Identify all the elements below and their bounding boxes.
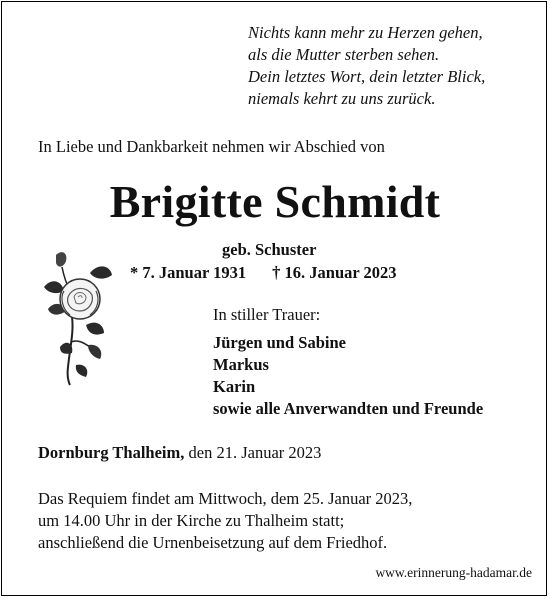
life-dates [130,263,397,283]
mourners-block [213,304,483,420]
service-line: anschließend die Urnenbeisetzung auf dem Friedhof. [38,533,388,552]
mourner-name: Jürgen und Sabine [213,333,346,352]
intro-text: In Liebe und Dankbarkeit nehmen wir Abschied von [38,137,385,156]
website-link[interactable]: www.erinnerung-hadamar.de [375,565,532,580]
mourner-name: sowie alle Anverwandten und Freunde [213,399,484,418]
birth-name: geb. Schuster [222,240,317,259]
rose-icon [38,247,120,387]
mourners-header: In stiller Trauer: [213,305,321,324]
poem-line: als die Mutter sterben sehen. [248,45,440,64]
mourner-name: Karin [213,377,256,396]
date: den 21. Januar 2023 [188,443,322,462]
poem [248,22,485,110]
birth-date: * 7. Januar 1931 [130,263,247,282]
poem-line: Dein letztes Wort, dein letzter Blick, [248,67,486,86]
poem-line: Nichts kann mehr zu Herzen gehen, [248,23,483,42]
place-date-line [38,443,321,463]
place: Dornburg Thalheim, [38,443,185,462]
deceased-name: Brigitte Schmidt [109,176,441,227]
poem-line: niemals kehrt zu uns zurück. [248,89,436,108]
obituary-notice [1,1,547,596]
service-line: Das Requiem findet am Mittwoch, dem 25. Januar 2023, [38,489,413,508]
death-date: † 16. Januar 2023 [272,263,397,282]
service-line: um 14.00 Uhr in der Kirche zu Thalheim statt; [38,511,345,530]
service-info [38,488,412,554]
mourner-name: Markus [213,355,269,374]
